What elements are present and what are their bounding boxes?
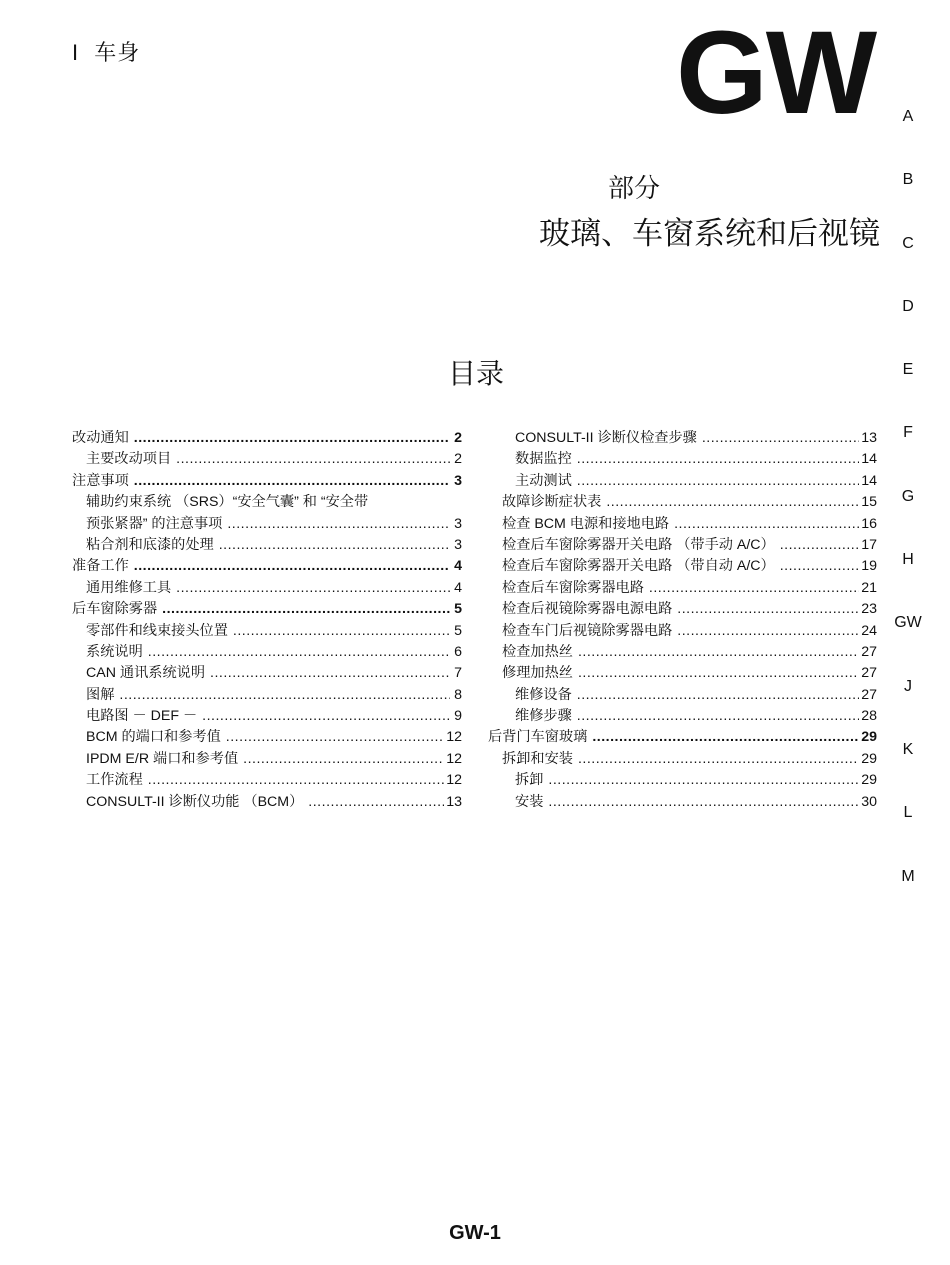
side-index-tab[interactable]: E: [902, 361, 914, 379]
toc-entry-page: 15: [861, 494, 877, 511]
toc-leader-dots: [649, 578, 859, 599]
toc-entry[interactable]: [72, 685, 462, 706]
toc-entry[interactable]: [72, 599, 462, 620]
toc-heading: 目录: [448, 358, 505, 389]
toc-entry-title: 预张紧器” 的注意事项: [86, 515, 223, 532]
toc-entry[interactable]: [488, 685, 877, 706]
toc-entry[interactable]: [488, 449, 877, 470]
toc-entry[interactable]: [488, 535, 877, 556]
toc-leader-dots: [148, 642, 450, 663]
toc-entry[interactable]: [488, 706, 877, 727]
toc-entry[interactable]: [72, 492, 462, 513]
section-code: GW: [676, 7, 876, 139]
toc-entry-page: 7: [454, 665, 462, 682]
toc-leader-dots: [202, 706, 450, 727]
toc-entry-title: 检查后车窗除雾器电路: [502, 579, 644, 596]
toc-entry-title: CAN 通讯系统说明: [86, 665, 206, 682]
toc-entry[interactable]: [488, 428, 877, 449]
toc-entry[interactable]: [488, 642, 877, 663]
toc-entry-page: 29: [861, 772, 877, 789]
section-name: 车身: [94, 40, 141, 65]
toc-entry[interactable]: [72, 642, 462, 663]
toc-entry[interactable]: [72, 792, 462, 813]
toc-leader-dots: [592, 727, 859, 748]
toc-entry[interactable]: [72, 428, 462, 449]
toc-entry-title: 注意事项: [72, 472, 129, 489]
toc-entry[interactable]: [488, 578, 877, 599]
toc-leader-dots: [578, 642, 859, 663]
page-number: GW-1: [449, 1222, 501, 1244]
toc-entry-title: 检查车门后视镜除雾器电路: [502, 622, 673, 639]
toc-entry-page: 27: [861, 686, 877, 703]
section-sub-label: 部分: [608, 173, 661, 203]
toc-entry[interactable]: [488, 492, 877, 513]
toc-leader-dots: [176, 449, 450, 470]
toc-leader-dots: [577, 449, 859, 470]
toc-entry-page: 3: [454, 472, 462, 489]
toc-leader-dots: [134, 556, 450, 577]
toc-entry-title: 系统说明: [86, 643, 143, 660]
side-index-tab[interactable]: D: [902, 297, 914, 315]
toc-leader-dots: [219, 535, 450, 556]
toc-entry-page: 5: [454, 601, 462, 618]
toc-entry-page: 12: [446, 750, 462, 767]
toc-entry-title: 检查后视镜除雾器电源电路: [502, 601, 673, 618]
toc-entry-title: 检查加热丝: [502, 643, 573, 660]
toc-entry[interactable]: [488, 599, 877, 620]
toc-entry-page: 24: [861, 622, 877, 639]
toc-entry-title: 主动测试: [515, 472, 572, 489]
side-index-tab[interactable]: H: [902, 551, 914, 569]
toc-entry-page: 29: [861, 729, 877, 746]
toc-entry-title: 改动通知: [72, 430, 129, 446]
toc-entry-page: 14: [861, 472, 877, 489]
toc-left-column: [72, 428, 462, 813]
toc-leader-dots: [227, 514, 450, 535]
toc-entry-page: 17: [861, 536, 877, 553]
toc-entry[interactable]: [488, 556, 877, 577]
toc-entry-page: 5: [454, 622, 462, 639]
toc-entry-page: 30: [861, 793, 877, 810]
toc-entry-title: 电路图 － DEF －: [86, 708, 198, 725]
side-index-tab[interactable]: G: [901, 487, 915, 505]
toc-entry[interactable]: [72, 749, 462, 770]
toc-leader-dots: [243, 749, 444, 770]
side-index-tab[interactable]: L: [903, 804, 913, 822]
toc-entry-title: IPDM E/R 端口和参考值: [86, 750, 239, 767]
toc-leader-dots: [578, 749, 859, 770]
toc-entry[interactable]: [488, 792, 877, 813]
side-index-tab[interactable]: F: [903, 424, 913, 442]
toc-entry-page: 16: [861, 515, 877, 532]
toc-entry-page: 12: [446, 729, 462, 746]
toc-entry[interactable]: [72, 727, 462, 748]
toc-entry-title: CONSULT-II 诊断仪检查步骤: [515, 430, 697, 446]
toc-entry-page: 12: [446, 772, 462, 789]
toc-entry-page: 28: [861, 708, 877, 725]
toc-entry[interactable]: [488, 770, 877, 791]
section-letter: I: [72, 40, 80, 65]
toc-entry-page: 14: [861, 451, 877, 468]
toc-entry-page: 4: [454, 579, 462, 596]
toc-leader-dots: [677, 599, 859, 620]
toc-entry-title: 粘合剂和底漆的处理: [86, 536, 214, 553]
toc-entry-title: 维修步骤: [515, 708, 572, 725]
toc-leader-dots: [162, 599, 450, 620]
toc-entry-title: 修理加热丝: [502, 665, 573, 682]
toc-entry-title: 零部件和线束接头位置: [86, 622, 228, 639]
toc-entry-title: 维修设备: [515, 686, 572, 703]
toc-entry[interactable]: [72, 449, 462, 470]
toc-entry[interactable]: [488, 663, 877, 684]
page-title: 玻璃、车窗系统和后视镜: [539, 216, 880, 251]
toc-leader-dots: [119, 685, 450, 706]
toc-entry-title: 主要改动项目: [86, 451, 172, 468]
toc-entry-page: 13: [861, 430, 877, 446]
toc-entry[interactable]: [72, 770, 462, 791]
toc-entry-page: 19: [861, 558, 877, 575]
toc-leader-dots: [210, 663, 450, 684]
toc-leader-dots: [606, 492, 859, 513]
toc-leader-dots: [674, 514, 859, 535]
toc-leader-dots: [226, 727, 444, 748]
toc-entry-title: 辅助约束系统 （SRS）“安全气囊” 和 “安全带: [86, 494, 369, 511]
toc-entry-title: 安装: [515, 793, 544, 810]
toc-entry[interactable]: [488, 514, 877, 535]
toc-entry-page: 13: [446, 793, 462, 810]
toc-entry[interactable]: [72, 578, 462, 599]
toc-entry-title: 拆卸: [515, 772, 544, 789]
toc-entry-page: 9: [454, 708, 462, 725]
toc-leader-dots: [176, 578, 450, 599]
side-index-tab[interactable]: A: [902, 108, 914, 125]
toc-entry-page: 29: [861, 750, 877, 767]
toc-entry[interactable]: [488, 727, 877, 748]
toc-leader-dots: [677, 621, 859, 642]
toc-entry[interactable]: [72, 706, 462, 727]
side-index-tabs: [892, 106, 924, 929]
toc-entry-page: 8: [454, 686, 462, 703]
toc-leader-dots: [578, 663, 859, 684]
toc-leader-dots: [308, 792, 444, 813]
toc-entry-title: 检查 BCM 电源和接地电路: [502, 515, 670, 532]
toc-entry-title: 故障诊断症状表: [502, 494, 602, 511]
toc-entry-title: 准备工作: [72, 558, 129, 575]
side-index-tab[interactable]: J: [904, 677, 912, 695]
toc-leader-dots: [577, 471, 859, 492]
toc-entry-title: 后背门车窗玻璃: [488, 729, 588, 746]
toc-entry-page: 2: [454, 430, 462, 446]
side-index-tab[interactable]: GW: [894, 614, 922, 632]
side-index-tab[interactable]: M: [901, 867, 915, 885]
side-index-tab[interactable]: B: [902, 171, 914, 189]
toc-entry-title: CONSULT-II 诊断仪功能 （BCM）: [86, 793, 304, 810]
toc-leader-dots: [548, 792, 859, 813]
toc-entry-page: 3: [454, 536, 462, 553]
toc-leader-dots: [134, 471, 450, 492]
toc-leader-dots: [577, 706, 859, 727]
toc-leader-dots: [577, 685, 859, 706]
toc-leader-dots: [233, 621, 450, 642]
toc-entry-title: BCM 的端口和参考值: [86, 729, 221, 746]
toc-entry-title: 后车窗除雾器: [72, 601, 158, 618]
toc-entry-title: 通用维修工具: [86, 579, 172, 596]
toc-entry-title: 检查后车窗除雾器开关电路 （带手动 A/C）: [502, 536, 775, 553]
toc-entry-page: 27: [861, 665, 877, 682]
toc-entry-page: 3: [454, 515, 462, 532]
toc-entry-page: 4: [454, 558, 462, 575]
toc-leader-dots: [780, 556, 859, 577]
toc-entry-title: 检查后车窗除雾器开关电路 （带自动 A/C）: [502, 558, 775, 575]
toc-leader-dots: [148, 770, 444, 791]
toc-entry-title: 数据监控: [515, 451, 572, 468]
toc-entry-page: 21: [861, 579, 877, 596]
toc-entry-page: 6: [454, 643, 462, 660]
toc-entry[interactable]: [72, 663, 462, 684]
toc-entry[interactable]: [488, 621, 877, 642]
section-header: [72, 36, 140, 67]
toc-entry[interactable]: [72, 621, 462, 642]
toc-leader-dots: [134, 428, 450, 449]
side-index-tab[interactable]: K: [902, 740, 914, 758]
toc-entry[interactable]: [72, 535, 462, 556]
toc-entry-page: 2: [454, 451, 462, 468]
toc-leader-dots: [702, 428, 859, 449]
toc-entry[interactable]: [72, 514, 462, 535]
toc-entry-title: 拆卸和安装: [502, 750, 573, 767]
toc-entry[interactable]: [488, 749, 877, 770]
toc-entry[interactable]: [72, 471, 462, 492]
toc-entry-title: 工作流程: [86, 772, 143, 789]
toc-entry[interactable]: [488, 471, 877, 492]
side-index-tab[interactable]: C: [902, 234, 914, 252]
toc-right-column: [488, 428, 877, 813]
toc-leader-dots: [780, 535, 859, 556]
toc-entry-page: 23: [861, 601, 877, 618]
toc-entry-title: 图解: [86, 686, 115, 703]
toc-leader-dots: [548, 770, 859, 791]
toc-entry-page: 27: [861, 643, 877, 660]
toc-entry[interactable]: [72, 556, 462, 577]
